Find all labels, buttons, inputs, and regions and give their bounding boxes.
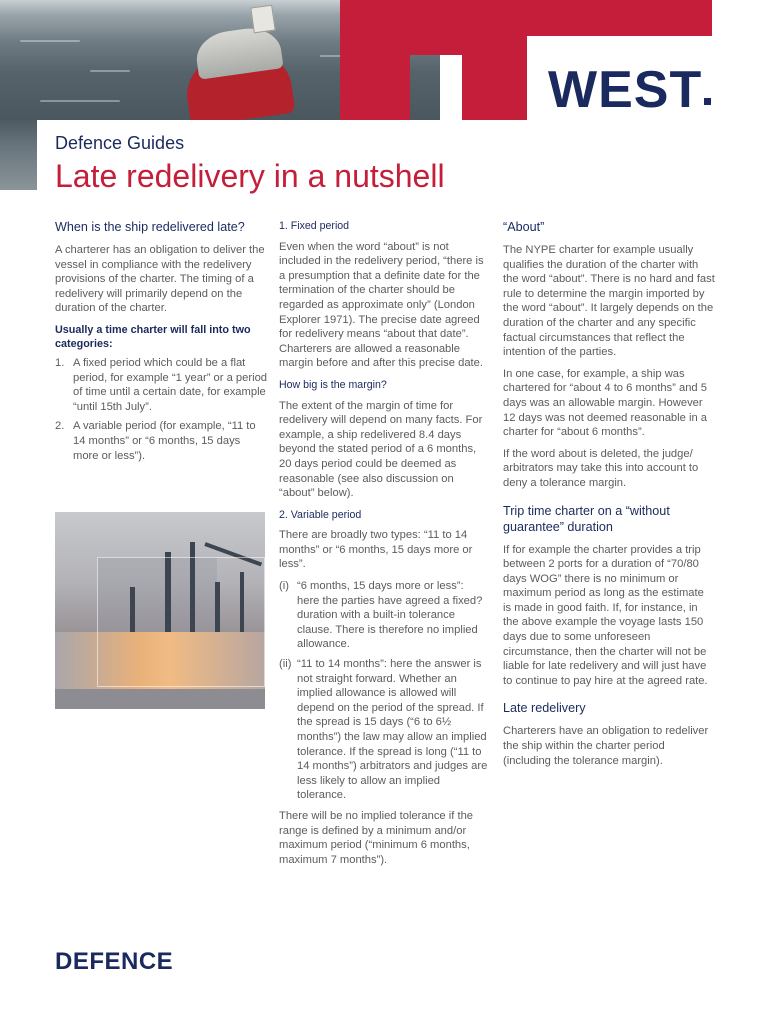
paragraph: There are broadly two types: “11 to 14 months” or “6 months, 15 days more or less”. (279, 529, 473, 571)
cargo-ship-photo (55, 512, 265, 709)
paragraph: The NYPE charter for example usually qualifies the duration of the charter with the word “about”. There is no hard and fast rule to determine the margin imported by the word “about”. It largely depends on the duration of the charter and any specific factual circumstances that reflect the intention of the parties. (503, 244, 715, 359)
list-item: 1. A fixed period which could be a flat period, for example “1 year” or a period of time until a certain date, for example “until 15th July”. (55, 356, 268, 413)
paragraph: In one case, for example, a ship was chartered for “about 4 to 6 months” and 5 days was an allowable margin. However 12 days was not deemed reasonable in a charter for “about 6 months”. (503, 367, 707, 439)
west-logo: WEST (548, 62, 718, 118)
column-1 (55, 219, 267, 469)
brand-block-mid (410, 0, 462, 55)
paragraph: If for example the charter provides a trip between 2 ports for a duration of “70/80 days WOG” there is no minimum or maximum period as long as the estimate is made in good faith. If, for instance, in the above example the voyage lasts 150 days due to some unforeseen circumstance, then the charter will not be liable for late redelivery and will just have to continue to pay hire at the agreed rate. (503, 543, 708, 687)
column-3 (503, 219, 715, 775)
margin-heading: How big is the margin? (279, 378, 387, 391)
list-item: (i) “6 months, 15 days more or less”: here the parties have agreed a fixed? duration with a built-in tolerance clause. There is therefore no implied allowance. (279, 580, 483, 651)
trip-heading: Trip time charter on a “without guarantee” duration (503, 503, 670, 534)
ship-bridge (250, 5, 275, 34)
category-list (55, 356, 267, 463)
list-item: 2. A variable period (for example, “11 to 14 months” or “6 months, 15 days more or less”). (55, 420, 256, 462)
types-list (279, 579, 489, 803)
brand-block-left (340, 0, 410, 120)
late-redelivery-heading: Late redelivery (503, 701, 586, 716)
paragraph: Charterers have an obligation to redeliver the ship within the charter period (including the tolerance margin). (503, 725, 709, 767)
defence-logo: DEFENCE (55, 948, 174, 975)
fixed-period-heading: 1. Fixed period (279, 220, 350, 232)
section-heading: When is the ship redelivered late? (55, 220, 245, 234)
about-heading: “About” (503, 220, 545, 234)
logo-dot-icon (704, 98, 711, 105)
paragraph: If the word about is deleted, the judge/ arbitrators may take this into account to deny a tolerance margin. (503, 447, 699, 489)
subheading: Usually a time charter will fall into two categories: (55, 323, 251, 350)
list-item: (ii) “11 to 14 months”: here the answer is not straight forward. Whether an implied allowance is allowed will depend on the period of the spread. If the spread is 15 days (“6 to 6½ months”) the law may allow an implied tolerance. If the spread is long (“11 to 14 months”) arbitrators and judges are less likely to allow an implied tolerance. (279, 658, 488, 802)
paragraph: There will be no implied tolerance if the range is defined by a minimum and/or maximum period (“minimum 6 months, maximum 7 months”). (279, 809, 474, 866)
paragraph: The extent of the margin of time for redelivery will depend on many facts. For example, a ship redelivered 8.4 days beyond the stated period of a 6 months, 20 days period could be deemed as reasonable (see also discussion on “about” below). (279, 399, 483, 500)
guide-kicker: Defence Guides (55, 133, 185, 153)
column-2 (279, 219, 489, 874)
photo-edge (0, 120, 37, 190)
paragraph: A charterer has an obligation to deliver the vessel in compliance with the redelivery provisions of the charter. The timing of a redelivery will primarily depend on the duration of the charter. (55, 244, 265, 315)
variable-period-heading: 2. Variable period (279, 508, 362, 521)
page-title: Late redelivery in a nutshell (55, 158, 445, 194)
paragraph: Even when the word “about” is not included in the redelivery period, “there is a presumption that a definite date for the termination of the charter should be regarded as approximate only” (London Explorer 1971). The precise date agreed for redelivery means “about that date”. Charterers are allowed a reasonable margin before and after this precise date. (279, 240, 484, 370)
